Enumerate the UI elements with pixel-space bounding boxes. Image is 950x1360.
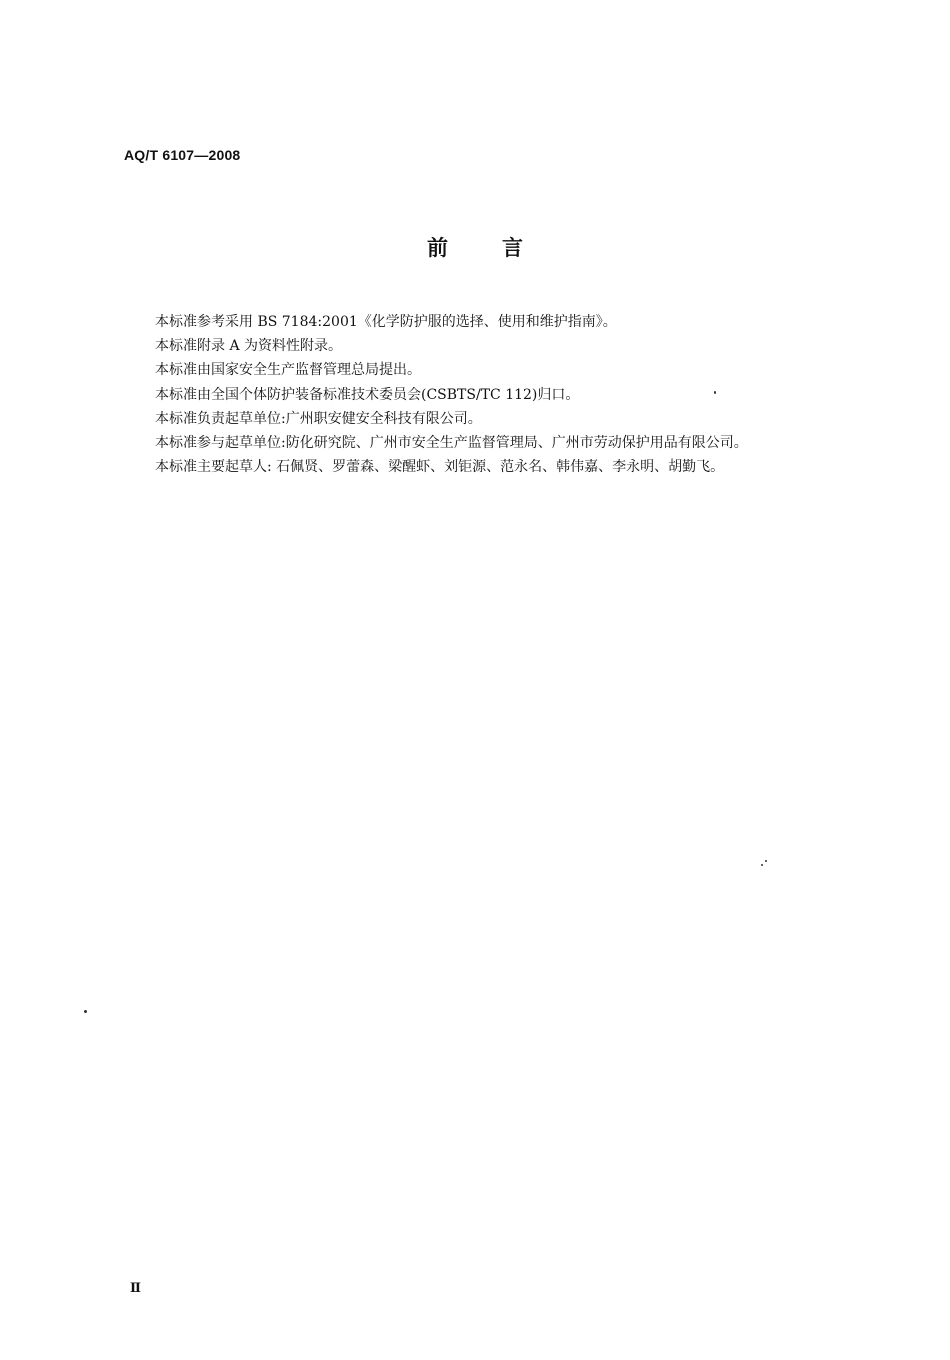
- paragraph-participating-drafters: 本标准参与起草单位:防化研究院、广州市安全生产监督管理局、广州市劳动保护用品有限公司。: [155, 435, 748, 452]
- standard-code: AQ/T 6107—2008: [124, 147, 241, 163]
- title-char-2: 言: [502, 236, 523, 260]
- scan-dot: [761, 864, 763, 866]
- paragraph-proposer: 本标准由国家安全生产监督管理总局提出。: [155, 362, 421, 379]
- title-char-1: 前: [427, 236, 448, 260]
- paragraph-main-drafters: 本标准主要起草人: 石佩贤、罗蕾森、梁醒虾、刘钜源、范永名、韩伟嘉、李永明、胡勤飞。: [155, 459, 725, 476]
- foreword-body: [155, 310, 875, 479]
- page-number: Ⅱ: [130, 1281, 141, 1296]
- paragraph-appendix: 本标准附录 A 为资料性附录。: [155, 338, 343, 355]
- page-title: [0, 232, 950, 262]
- scan-dot: [714, 391, 716, 394]
- scan-dot: [84, 1010, 87, 1013]
- scan-dot: [765, 860, 767, 862]
- paragraph-reference-standard: 本标准参考采用 BS 7184:2001《化学防护服的选择、使用和维护指南》。: [155, 314, 617, 330]
- paragraph-centralized-unit: 本标准由全国个体防护装备标准技术委员会(CSBTS/TC 112)归口。: [155, 386, 580, 403]
- paragraph-responsible-drafter: 本标准负责起草单位:广州职安健安全科技有限公司。: [155, 410, 482, 427]
